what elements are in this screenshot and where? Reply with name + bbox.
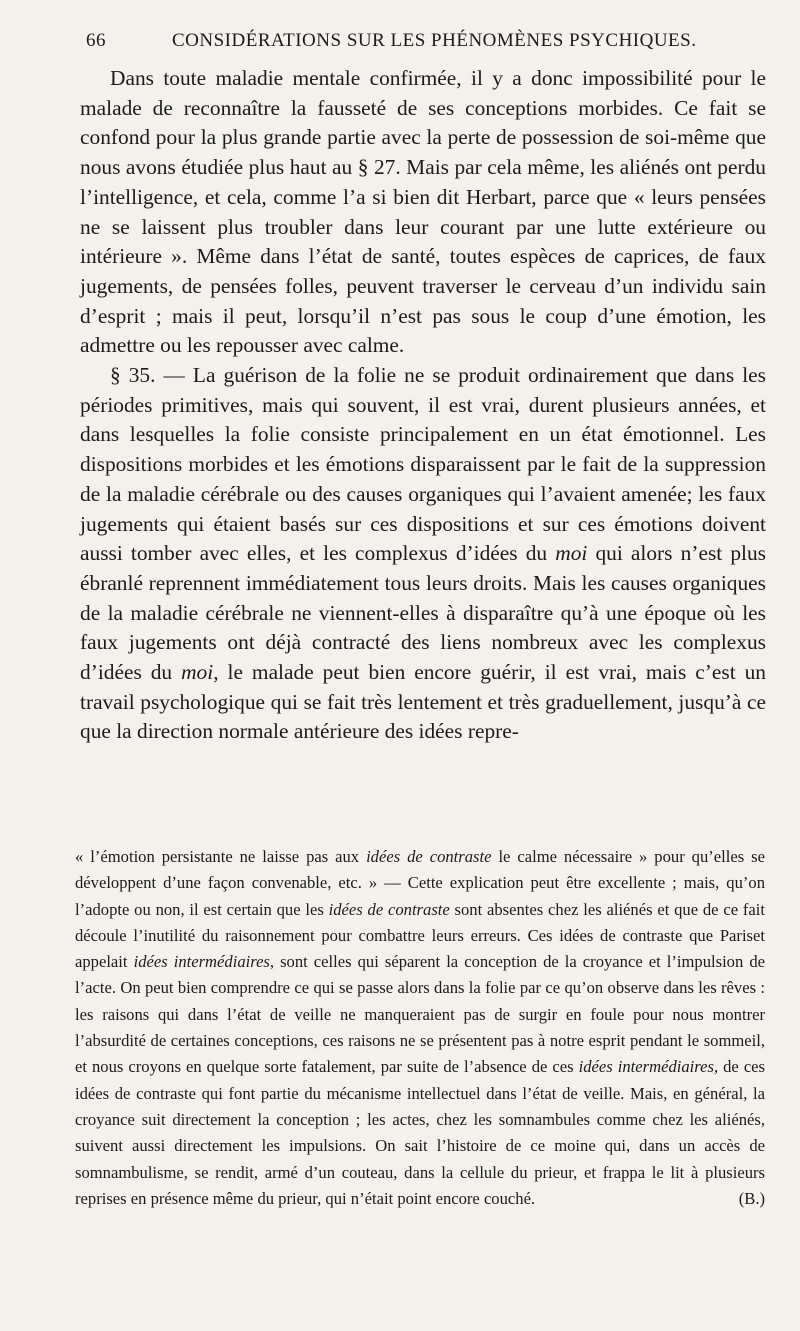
footnote-italic-1: idées de contraste xyxy=(366,847,492,866)
footnote-part-3: sont absentes chez les aliénés et que de ce fait découle l’inutilité du raisonnement pour combattre leurs erreurs. Ces idées de contraste que Pariset appelait xyxy=(75,899,765,972)
footnote-italic-2: idées de contraste xyxy=(328,899,450,919)
footnote-part-4: , sont celles qui séparent la conception de la croyance et l’impulsion de l’acte. On peut bien comprendre ce qui se passe alors dans la folie par ce qu’on observe dans les rêves : les raisons qui dans l’état de veille ne manqueraient pas de surgir en foule pour nous montrer l’absurdité de certaines conceptions, ces raisons ne se présentent pas à notre esprit pendant le sommeil, et nous croyons en quelque sorte fatalement, par suite de l’absence de ces xyxy=(75,952,765,1077)
running-title: CONSIDÉRATIONS SUR LES PHÉNOMÈNES PSYCHIQUES. xyxy=(172,30,697,51)
footnote-text xyxy=(75,844,765,1212)
main-text xyxy=(80,64,766,747)
footnote-signature: (B.) xyxy=(738,1188,765,1208)
footnote-part-2: le calme nécessaire » pour qu’elles se développent d’une façon convenable, etc. » — Cette explication peut être excellente ; mais, qu’on l’adopte ou non, il est certain que les xyxy=(75,847,765,919)
paragraph-1: Dans toute maladie mentale confirmée, il y a donc impossibilité pour le malade de reconnaître la fausseté de ses conceptions morbides. Ce fait se confond pour la plus grande partie avec la perte de possession de soi-même que nous avons étudiée plus haut au § 27. Mais par cela même, les aliénés ont perdu l’intelligence, et cela, comme l’a si bien dit Herbart, parce que « leurs pensées ne se laissent plus troubler dans leur courant par une lutte extérieure ou intérieure ». Même dans l’état de santé, toutes espèces de caprices, de faux jugements, de pensées folles, peuvent traverser le cerveau d’un individu sain d’esprit ; mais il peut, lorsqu’il n’est pas sous le coup d’une émotion, les admettre ou les repousser avec calme. xyxy=(80,66,766,358)
footnote-part-5: , de ces idées de contraste qui font partie du mécanisme intellectuel dans l’état de veille. Mais, en général, la croyance suit directement la conception ; les actes, chez les somnambules comme chez les aliénés, suivent aussi directement les impulsions. On sait l’histoire de ce moine qui, dans un accès de somnambulisme, se rendit, armé d’un couteau, dans la cellule du prieur, et frappa le lit à plusieurs reprises en présence même du prieur, qui n’était point encore couché. xyxy=(75,1057,766,1208)
footnote-italic-3: idées intermédiaires xyxy=(133,952,270,972)
footnote xyxy=(75,844,765,1212)
italic-moi-2: moi xyxy=(181,660,214,685)
page-number: 66 xyxy=(86,30,106,51)
paragraph-2 xyxy=(80,361,766,747)
paragraph-2-part-1: § 35. — La guérison de la folie ne se produit ordinairement que dans les périodes primitives, mais qui souvent, il est vrai, durent plusieurs années, et dans lesquelles la folie consiste principalement en un état émotionnel. Les dispositions morbides et les émotions disparaissent par le fait de la suppression de la maladie cérébrale ou des causes organiques qui l’avaient amenée; les faux jugements qui étaient basés sur ces dispositions et sur ces émotions doivent aussi tomber avec elles, et les complexus d’idées du xyxy=(80,363,766,566)
running-head xyxy=(86,30,766,60)
footnote-italic-4: idées intermédiaires xyxy=(578,1057,714,1077)
footnote-part-1: « l’émotion persistante ne laisse pas aux xyxy=(75,847,367,866)
paragraph-2-part-2: qui alors n’est plus ébranlé reprennent immédiatement tous leurs droits. Mais les causes organiques de la maladie cérébrale ne viennent-elles à disparaître qu’à une époque où les faux jugements ont déjà contracté des liens nombreux avec les complexus d’idées du xyxy=(80,541,766,685)
italic-moi-1: moi xyxy=(555,541,588,566)
paragraph-2-part-3: , le malade peut bien encore guérir, il est vrai, mais c’est un travail psychologique qui se fait très lentement et très graduellement, jusqu’à ce que la direction normale antérieure des idées repre- xyxy=(80,660,767,744)
